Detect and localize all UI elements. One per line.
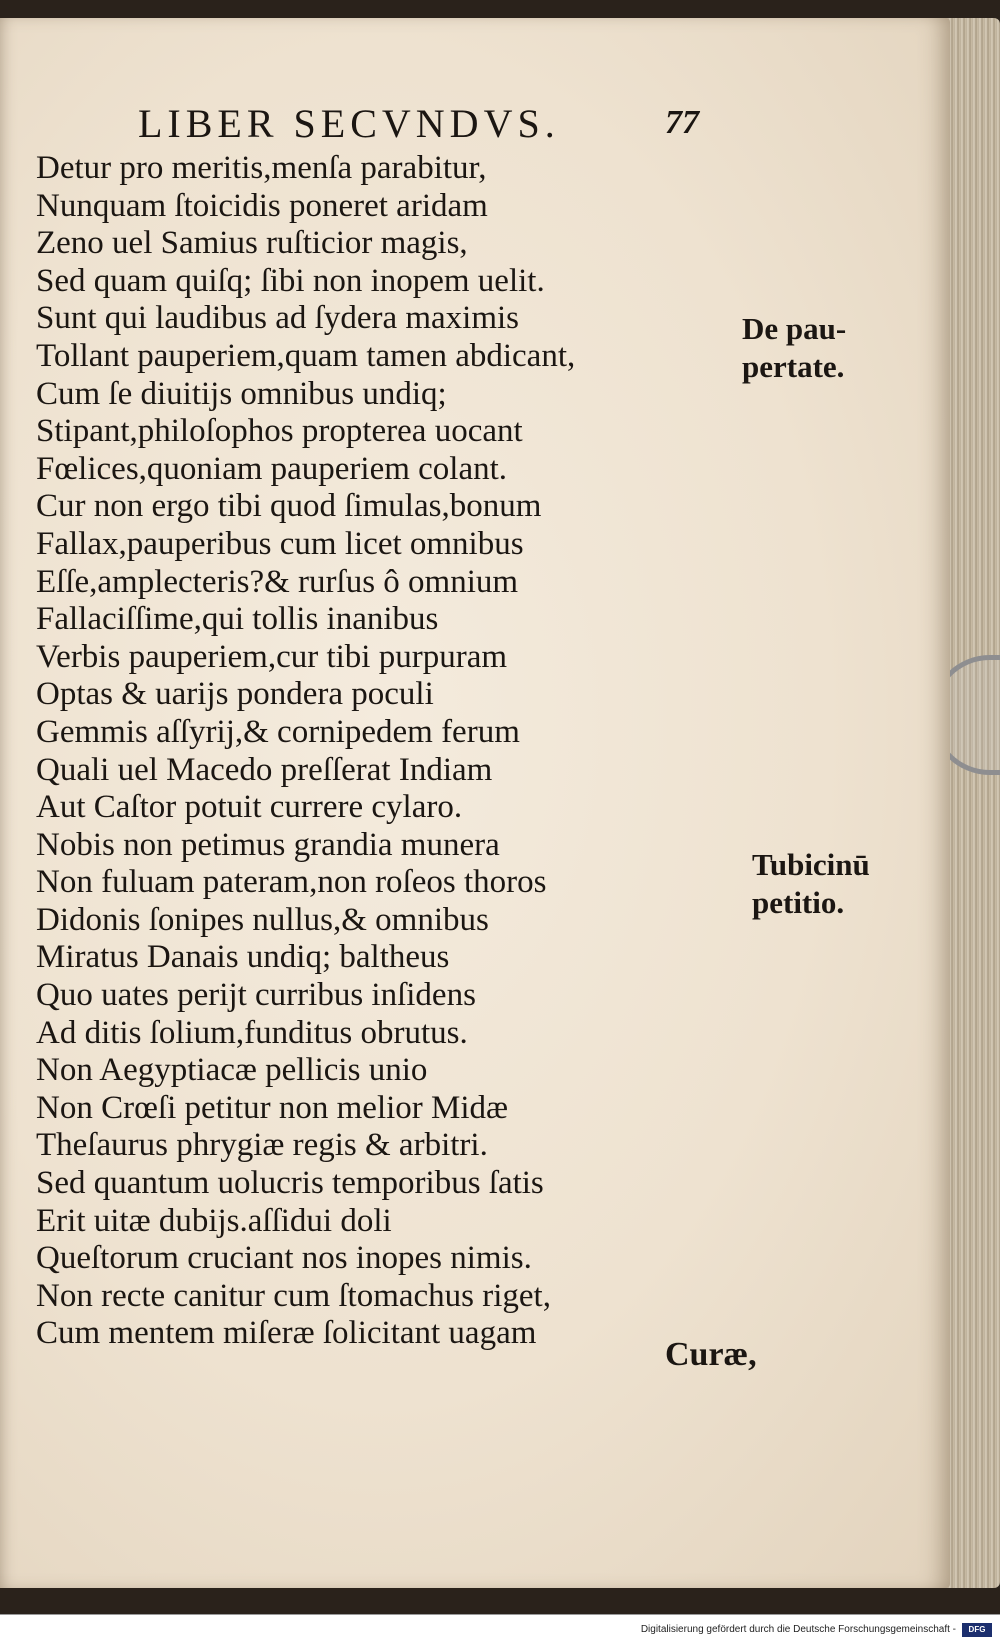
verse-line: Stipant,philoſophos propterea uocant <box>36 413 523 450</box>
verse-line: Fœlices,quoniam pauperiem colant. <box>36 450 508 487</box>
verse-line: Quo uates perijt curribus inſidens <box>36 977 476 1014</box>
verse-line: Erit uitæ dubijs.aſſidui doli <box>36 1202 392 1239</box>
funding-credit: Digitalisierung gefördert durch die Deutsche Forschungsgemeinschaft - <box>640 1624 956 1635</box>
verse-block <box>36 150 696 1353</box>
marginal-note-de-paupertate <box>742 310 846 386</box>
marginal-note-tubicinum-petitio <box>752 846 870 922</box>
folio-number: 77 <box>665 104 699 141</box>
verse-line: Aut Caſtor potuit currere cylaro. <box>36 789 463 826</box>
page-paper <box>0 18 950 1588</box>
verse-line: Sed quantum uolucris temporibus ſatis <box>36 1165 544 1202</box>
verse-line: Optas & uarijs pondera poculi <box>36 676 434 713</box>
verse-line: Queſtorum cruciant nos inopes nimis. <box>36 1240 532 1277</box>
verse-line: Non recte canitur cum ſtomachus riget, <box>36 1277 551 1314</box>
verse-line: Cum mentem miſeræ ſolicitant uagam <box>36 1315 537 1352</box>
verse-line: Gemmis aſſyrij,& cornipedem ferum <box>36 713 520 750</box>
verse-line: Sunt qui laudibus ad ſydera maximis <box>36 300 520 337</box>
running-header: LIBER SECVNDVS. <box>138 101 560 146</box>
verse-line: Detur pro meritis,menſa parabitur, <box>36 150 487 186</box>
marginal-note-line: De pau- <box>742 311 847 346</box>
verse-line: Non Crœſi petitur non melior Midæ <box>36 1089 509 1126</box>
verse-line: Cur non ergo tibi quod ſimulas,bonum <box>36 488 542 525</box>
verse-line: Nunquam ſtoicidis poneret aridam <box>36 187 488 224</box>
verse-line: Didonis ſonipes nullus,& omnibus <box>36 901 489 938</box>
marginal-note-line: pertate. <box>742 349 845 384</box>
verse-line: Theſaurus phrygiæ regis & arbitri. <box>36 1127 488 1164</box>
verse-line: Non fuluam pateram,non roſeos thoros <box>36 864 547 901</box>
verse-line: Eſſe,amplecteris?& rurſus ô omnium <box>36 563 519 600</box>
verse-line: Zeno uel Samius ruſticior magis, <box>36 225 468 262</box>
verse-line: Cum ſe diuitijs omnibus undiq; <box>36 375 447 412</box>
verse-line: Fallaciſſime,qui tollis inanibus <box>36 601 439 638</box>
verse-line: Quali uel Macedo preſſerat Indiam <box>36 751 493 788</box>
verse-line: Fallax,pauperibus cum licet omnibus <box>36 525 524 562</box>
marginal-note-line: Tubicinū <box>752 847 870 882</box>
marginal-note-line: petitio. <box>752 885 845 920</box>
verse-line: Tollant pauperiem,quam tamen abdicant, <box>36 337 576 374</box>
digitization-footer <box>0 1614 1000 1646</box>
dfg-logo: DFG <box>962 1623 992 1637</box>
verse-line: Nobis non petimus grandia munera <box>36 826 500 863</box>
verse-line: Ad ditis ſolium,funditus obrutus. <box>36 1014 468 1051</box>
verse-line: Non Aegyptiacæ pellicis unio <box>36 1052 428 1089</box>
verse-line: Verbis pauperiem,cur tibi purpuram <box>36 638 508 675</box>
verse-line: Sed quam quiſq; ſibi non inopem uelit. <box>36 262 545 299</box>
catchword: Curæ, <box>665 1336 757 1373</box>
verse-line: Miratus Danais undiq; baltheus <box>36 939 450 976</box>
